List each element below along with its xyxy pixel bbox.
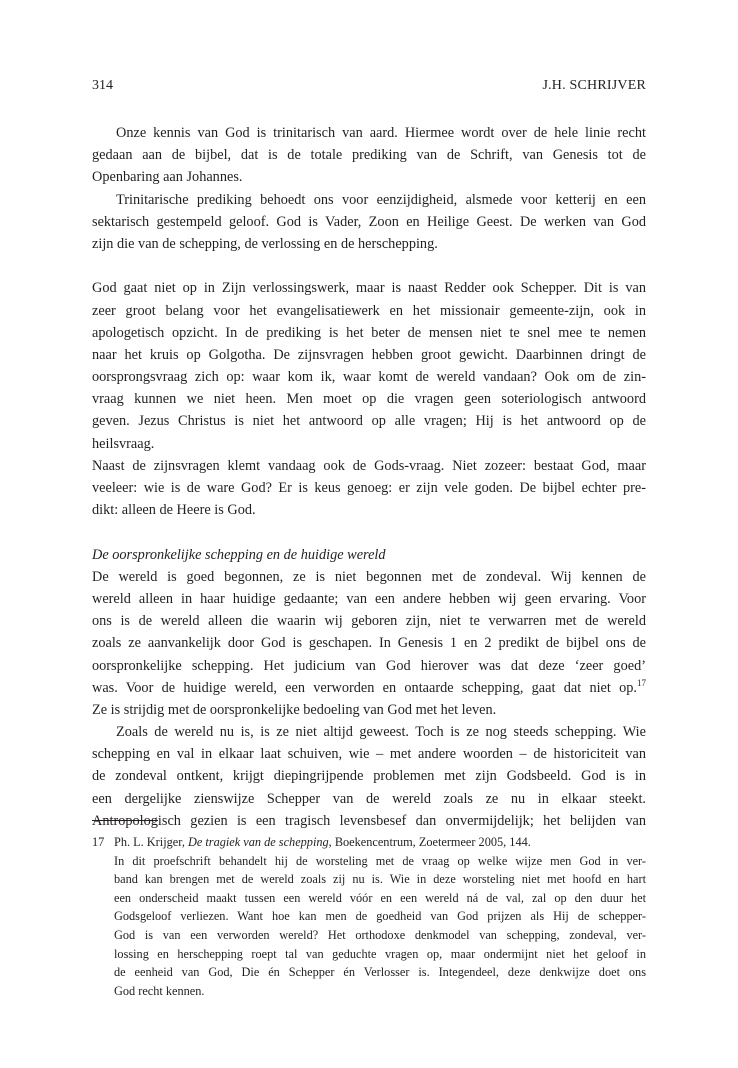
text-line: Zoals de wereld nu is, is ze niet altijd geweest. Toch is ze nog steeds schepping. Wie — [116, 724, 646, 741]
running-head: J.H. SCHRIJVER — [542, 78, 646, 93]
footnote-citation — [92, 833, 646, 852]
text-line: ons is de wereld alleen die waarin wij geboren zijn, niet te verwarren met de wereld — [92, 613, 646, 630]
page-header — [92, 78, 646, 98]
text-segment: was. Voor de huidige wereld, een verworden en ontaarde schepping, gaat dat niet op. — [92, 679, 637, 696]
text-line: God gaat niet op in Zijn verlossingswerk, maar is naast Redder ook Schepper. Dit is van — [92, 280, 646, 297]
text-line: schepping en val in elkaar laat schuiven, wie – met andere woorden – de historiciteit van — [92, 746, 646, 763]
text-line-with-ref — [92, 677, 646, 699]
footnote-line: Godsgeloof verliezen. Want hoe kan men de goedheid van God prijzen als Hij de schepper- — [114, 909, 646, 924]
text-line: zijn die van de schepping, de verlossing en de herschepping. — [92, 235, 438, 252]
text-line: sektarisch gestempeld geloof. God is Vader, Zoon en Heilige Geest. De werken van God — [92, 213, 646, 230]
text-line: vraag kunnen we niet heen. Men moet op die vragen geen soteriologisch antwoord — [92, 391, 646, 408]
footnote-divider — [92, 820, 158, 821]
text-line: Onze kennis van God is trinitarisch van aard. Hiermee wordt over de hele linie recht — [116, 125, 646, 141]
text-line: heilsvraag. — [92, 435, 155, 452]
paragraph — [92, 721, 646, 832]
footnote-line: God recht kennen. — [114, 983, 205, 998]
text-line: geven. Jezus Christus is niet het antwoord op alle vragen; Hij is het antwoord op de — [92, 413, 646, 430]
text-line: een dergelijke zienswijze Schepper van de wereld zoals ze nu in elkaar steekt. — [92, 790, 646, 807]
text-line: gedaan aan de bijbel, dat is de totale prediking van de Schrift, van Genesis tot de — [92, 147, 646, 164]
text-line: wereld alleen in haar huidige gedaante; van een andere hebben wij geen ervaring. Voor — [92, 590, 646, 607]
text-line: veeleer: wie is de ware God? Er is keus genoeg: er zijn vele goden. De bijbel echter pre- — [92, 480, 646, 496]
paragraph — [92, 455, 646, 522]
footnote — [92, 833, 646, 1000]
text-line: de zondeval ontkent, krijgt diepingrijpende problemen met zijn Godsbeeld. God is in — [92, 768, 646, 785]
citation-rest: , Boekencentrum, Zoetermeer 2005, 144. — [328, 835, 531, 849]
body-text — [92, 122, 646, 832]
text-line: apologetisch opzicht. In de prediking is het beter de mensen niet te snel mee te nemen — [92, 324, 646, 341]
section — [92, 544, 646, 722]
footnote-line: band kan brengen met de wereld zoals zij nu is. Wie in deze worsteling niet met hoofd en hart — [114, 872, 646, 887]
section-heading: De oorspronkelijke schepping en de huidige wereld — [92, 546, 386, 563]
text-line: Openbaring aan Johannes. — [92, 169, 243, 186]
text-line: Antropologisch gezien is een tragisch levensbesef dan onvermijdelijk; het belijden van — [92, 812, 646, 829]
text-line: oorsprongsvraag zich op: waar kom ik, waar komt de wereld vandaan? Ook om de zin- — [92, 369, 646, 386]
citation-title: De tragiek van de schepping — [187, 835, 329, 849]
text-line: zeer groot belang voor het evangelisatiewerk en het missionair gemeente-zijn, ook in — [92, 302, 646, 319]
footnote-line: de eenheid van God, Die én Schepper én Verlosser is. Integendeel, deze denkwijze doet ons — [114, 965, 646, 980]
footnote-line: In dit proefschrift behandelt hij de worsteling met de vraag op welke wijze men God in ver- — [114, 853, 646, 868]
footnote-line: lossing en herschepping roept tal van geduchte vragen op, maar ondermijnt niet het geloof in — [114, 946, 646, 961]
text-line: zoals ze aanvankelijk door God is geschapen. In Genesis 1 en 2 predikt de bijbel ons de — [92, 635, 646, 652]
text-line: naar het kruis op Golgotha. De zijnsvragen hebben groot gewicht. Daarbinnen dringt de — [92, 346, 646, 363]
footnote-line: een onderscheid maakt tussen een wereld vóór en een wereld ná de val, zal op den duur het — [114, 890, 646, 905]
paragraph — [92, 122, 646, 189]
paragraph — [92, 277, 646, 455]
text-line: dikt: alleen de Heere is God. — [92, 502, 256, 519]
text-line: Trinitarische prediking behoedt ons voor eenzijdigheid, alsmede voor ketterij en een — [116, 191, 646, 208]
citation-author: Ph. L. Krijger, — [114, 835, 188, 849]
text-line: De wereld is goed begonnen, ze is niet begonnen met de zondeval. Wij kennen de — [92, 568, 646, 585]
text-line: oorspronkelijke schepping. Het judicium van God hierover was dat deze ‘zeer goed’ — [92, 657, 646, 674]
footnote-number: 17 — [92, 835, 105, 849]
text-line: Naast de zijnsvragen klemt vandaag ook de Gods-vraag. Niet zozeer: bestaat God, maar — [92, 457, 646, 474]
paragraph — [92, 189, 646, 256]
text-line: Ze is strijdig met de oorspronkelijke bedoeling van God met het leven. — [92, 701, 497, 718]
page-number: 314 — [92, 78, 113, 93]
footnote-reference[interactable]: 17 — [637, 677, 646, 688]
footnote-line: God is van een verworden wereld? Het orthodoxe denkmodel van schepping, zondeval, ver- — [114, 927, 646, 942]
